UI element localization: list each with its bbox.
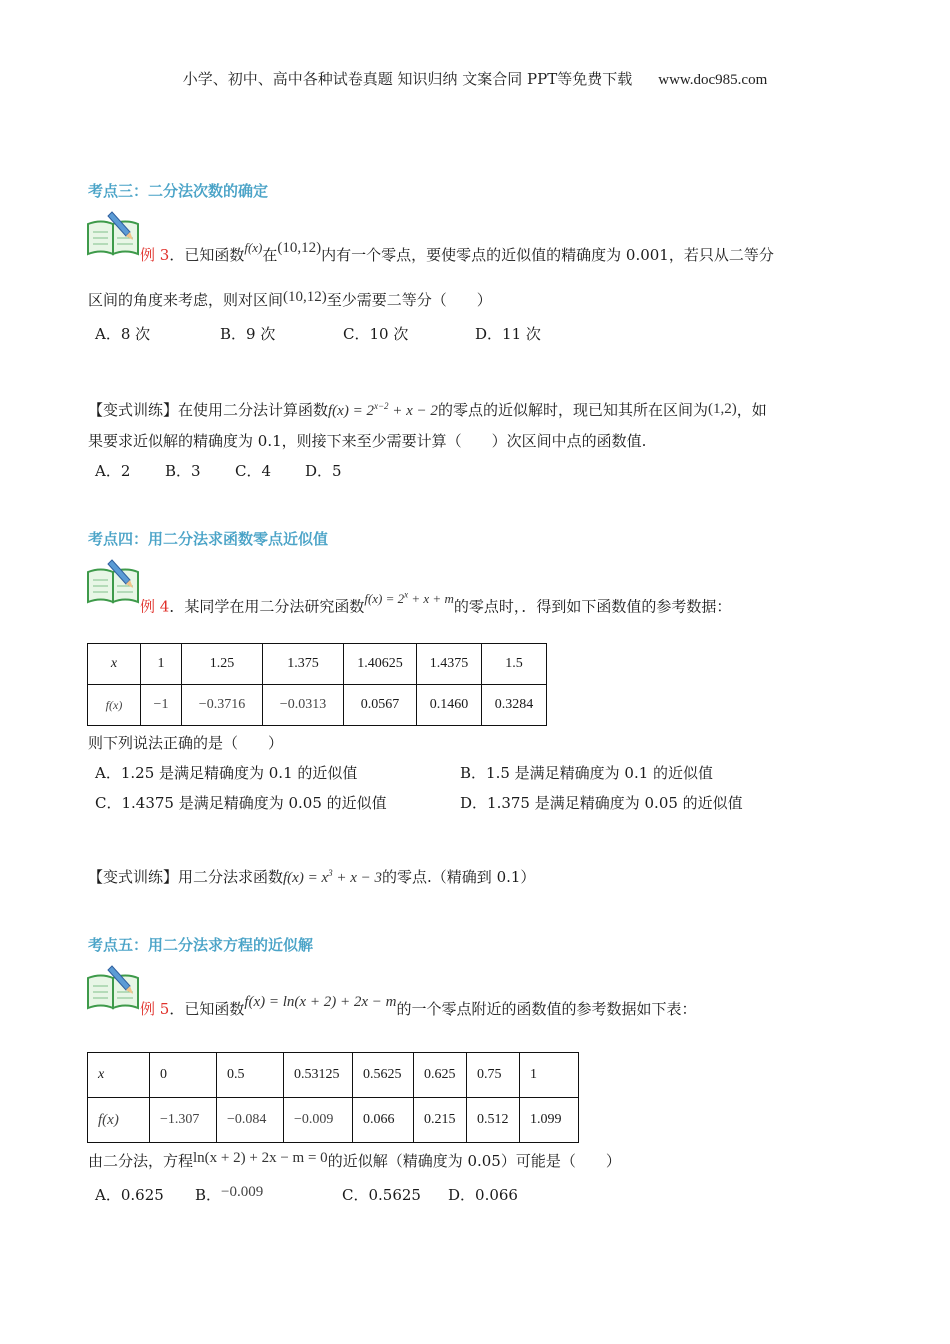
math-part: + x − 2 — [388, 403, 438, 419]
math-part: f(x) = 2 — [364, 591, 405, 607]
table-cell: −0.084 — [217, 1098, 284, 1143]
text: 的零点的近似解时，现已知其所在区间为 — [437, 401, 708, 419]
section-4-title: 考点四：用二分法求函数零点近似值 — [88, 530, 329, 548]
table-cell: 1.375 — [263, 644, 344, 685]
math-part: + x − 3 — [332, 870, 383, 886]
table-cell: f(x) — [88, 1098, 150, 1143]
text: 至少需要二等分（ ） — [326, 291, 492, 309]
option-a[interactable]: A．8 次 — [95, 325, 151, 343]
example-4-label: 例 4 — [140, 597, 170, 616]
table-cell: 1 — [520, 1053, 579, 1098]
variant-3-line-1 — [88, 395, 767, 422]
text: 的零点.（精确到 0.1） — [382, 868, 536, 886]
variant-4-line — [88, 862, 535, 889]
table-cell: 1 — [141, 644, 182, 685]
math-function — [283, 870, 382, 886]
math-interval: (10,12) — [283, 289, 327, 305]
table-cell: 0.066 — [353, 1098, 414, 1143]
table-cell: 0.1460 — [417, 685, 482, 726]
example-5-line-1 — [88, 994, 697, 1021]
variant-option-a[interactable]: A．2 — [95, 462, 131, 480]
header-text: 小学、初中、高中各种试卷真题 知识归纳 文案合同 PPT等免费下载 — [182, 70, 633, 88]
page-header — [0, 68, 950, 89]
example-3-line-2 — [88, 289, 492, 312]
table-cell: 1.40625 — [344, 644, 417, 685]
math-exponent: x−2 — [373, 401, 389, 411]
text: 的近似解（精确度为 0.05）可能是（ ） — [327, 1152, 621, 1170]
math-part: f(x) = x — [283, 870, 329, 886]
text: 的一个零点附近的函数值的参考数据如下表： — [396, 1000, 697, 1018]
table-cell: 0.625 — [414, 1053, 467, 1098]
math-exponent: x — [404, 590, 409, 600]
table-cell: 1.5 — [482, 644, 547, 685]
table-cell: 0.5 — [217, 1053, 284, 1098]
table-cell: −1 — [141, 685, 182, 726]
table-cell: 0.0567 — [344, 685, 417, 726]
text: 内有一个零点，要使零点的近似值的精确度为 0.001，若只从二等分 — [321, 246, 774, 264]
table-row — [88, 1053, 579, 1098]
table-cell: 1.099 — [520, 1098, 579, 1143]
table-cell: x — [88, 1053, 150, 1098]
table-cell: −0.3716 — [182, 685, 263, 726]
text: 在 — [262, 246, 278, 264]
table-cell: f(x) — [88, 685, 141, 726]
table-cell: x — [88, 644, 141, 685]
math-function: f(x) = ln(x + 2) + 2x − m — [244, 994, 397, 1010]
example-4-line-1 — [88, 592, 731, 618]
section-3-title: 考点三：二分法次数的确定 — [88, 182, 269, 200]
math-function — [364, 591, 454, 606]
math-function — [328, 403, 438, 419]
option-d[interactable]: D．0.066 — [448, 1186, 518, 1204]
math-interval: (1,2) — [707, 401, 737, 417]
table-cell: −0.0313 — [263, 685, 344, 726]
text: 的零点时，．得到如下函数值的参考数据： — [453, 597, 732, 616]
option-d[interactable]: D．1.375 是满足精确度为 0.05 的近似值 — [460, 794, 743, 812]
option-b-label: B． — [195, 1186, 222, 1204]
text: 由二分法，方程 — [88, 1152, 194, 1170]
variant-option-b[interactable]: B．3 — [165, 462, 201, 480]
math-interval: (10,12) — [277, 240, 322, 256]
table-cell: 0.5625 — [353, 1053, 414, 1098]
option-a[interactable]: A．0.625 — [95, 1186, 164, 1204]
table-cell: 1.25 — [182, 644, 263, 685]
table-cell: 0.512 — [467, 1098, 520, 1143]
table-row — [88, 685, 547, 726]
table-cell: −1.307 — [150, 1098, 217, 1143]
option-b-value: −0.009 — [221, 1184, 264, 1200]
option-b[interactable]: B．1.5 是满足精确度为 0.1 的近似值 — [460, 764, 714, 782]
text: ．已知函数 — [169, 246, 245, 264]
variant-option-d[interactable]: D．5 — [305, 462, 342, 480]
table-cell: 0.3284 — [482, 685, 547, 726]
option-c[interactable]: C．0.5625 — [342, 1186, 421, 1204]
option-a[interactable]: A．1.25 是满足精确度为 0.1 的近似值 — [95, 764, 358, 782]
table-example-5 — [87, 1052, 579, 1143]
example-5-question — [88, 1150, 621, 1173]
example-3-line-1 — [88, 240, 774, 267]
text: 【变式训练】用二分法求函数 — [88, 868, 284, 886]
variant-3-line-2: 果要求近似解的精确度为 0.1，则接下来至少需要计算（ ）次区间中点的函数值. — [88, 432, 647, 450]
math-equation: ln(x + 2) + 2x − m = 0 — [193, 1150, 328, 1166]
example-4-question: 则下列说法正确的是（ ） — [88, 734, 284, 752]
variant-option-c[interactable]: C．4 — [235, 462, 272, 480]
header-site[interactable]: www.doc985.com — [658, 72, 768, 88]
table-row — [88, 644, 547, 685]
option-b[interactable] — [195, 1184, 263, 1207]
option-c[interactable]: C．10 次 — [343, 325, 409, 343]
section-5-title: 考点五：用二分法求方程的近似解 — [88, 936, 314, 954]
example-5-label: 例 5 — [140, 1000, 170, 1018]
text: ．已知函数 — [169, 1000, 245, 1018]
table-example-4 — [87, 643, 547, 726]
table-cell: 1.4375 — [417, 644, 482, 685]
text: 区间的角度来考虑，则对区间 — [88, 291, 284, 309]
math-part: + x + m — [408, 591, 454, 607]
option-c[interactable]: C．1.4375 是满足精确度为 0.05 的近似值 — [95, 794, 387, 812]
math-part: f(x) = 2 — [328, 403, 374, 419]
table-cell: 0.215 — [414, 1098, 467, 1143]
text: 【变式训练】在使用二分法计算函数 — [88, 401, 329, 419]
math-exponent: 3 — [328, 868, 333, 878]
math-fx: f(x) — [244, 240, 263, 255]
option-b[interactable]: B．9 次 — [220, 325, 276, 343]
table-row — [88, 1098, 579, 1143]
table-cell: −0.009 — [284, 1098, 353, 1143]
text: ，如 — [736, 401, 767, 419]
option-d[interactable]: D．11 次 — [475, 325, 541, 343]
text: ．某同学在用二分法研究函数 — [169, 597, 365, 616]
example-3-label: 例 3 — [140, 246, 170, 264]
table-cell: 0.53125 — [284, 1053, 353, 1098]
table-cell: 0.75 — [467, 1053, 520, 1098]
table-cell: 0 — [150, 1053, 217, 1098]
